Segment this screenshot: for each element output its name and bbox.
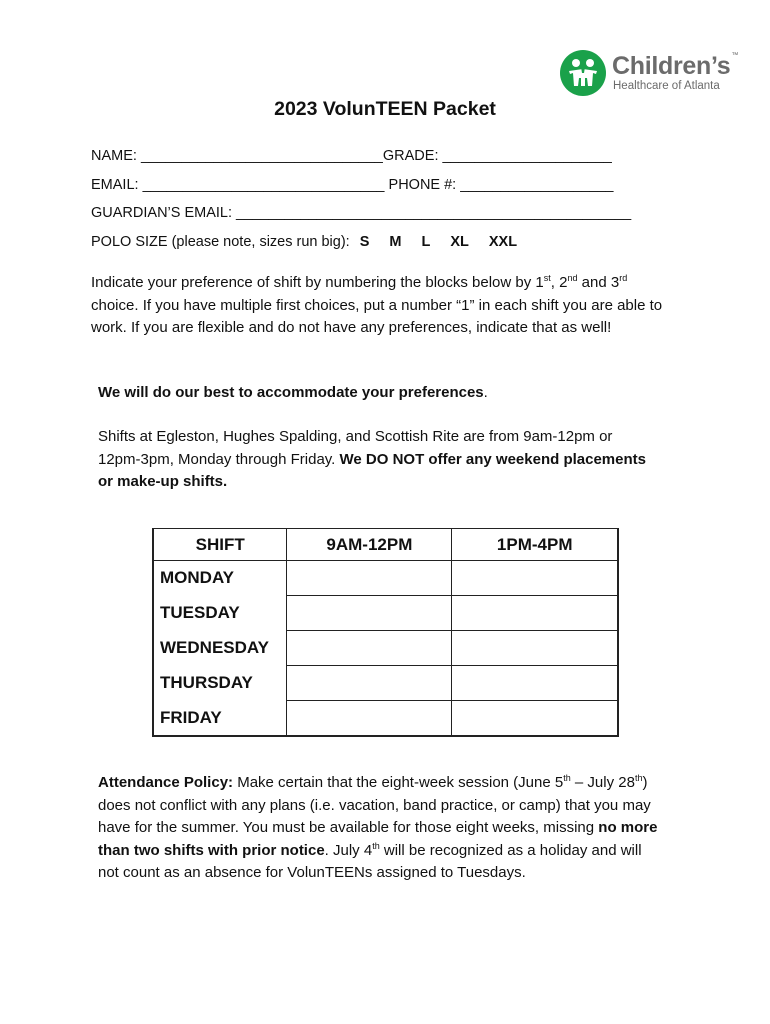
- table-header-row: [153, 529, 618, 561]
- cell-tuesday-pm[interactable]: [452, 596, 618, 631]
- table-row: [153, 561, 618, 596]
- polo-size-field[interactable]: [91, 234, 531, 250]
- cell-friday-am[interactable]: [287, 701, 452, 737]
- table-row: [153, 666, 618, 701]
- header-shift: SHIFT: [153, 529, 287, 561]
- table-row: [153, 631, 618, 666]
- day-monday: MONDAY: [153, 561, 287, 596]
- size-option-s[interactable]: S: [359, 234, 370, 250]
- cell-monday-pm[interactable]: [452, 561, 618, 596]
- cell-monday-am[interactable]: [287, 561, 452, 596]
- day-tuesday: TUESDAY: [153, 596, 287, 631]
- shift-preference-table: [152, 528, 619, 737]
- shifts-info: Shifts at Egleston, Hughes Spalding, and Scottish Rite are from 9am-12pm or 12pm-3pm, Monday through Friday. We DO NOT offer any weekend placements or make-up shifts.: [98, 428, 646, 490]
- attendance-policy: Attendance Policy: Make certain that the eight-week session (June 5th – July 28th) does not conflict with any plans (i.e. vacation, band practice, or camp) that you may have for the summer. You must be available for those eight weeks, missing no more than two shifts with prior notice. July 4th will be recognized as a holiday and will not count as an absence for VolunTEENs assigned to Tuesdays.: [98, 773, 658, 881]
- email-phone-field[interactable]: EMAIL: ______________________________ PHONE #: ___________________: [91, 177, 614, 193]
- logo-subtitle: Healthcare of Atlanta: [613, 80, 720, 92]
- preference-instructions: Indicate your preference of shift by numbering the blocks below by 1st, 2nd and 3rd choice. If you have multiple first choices, put a number “1” in each shift you are able to work. If you are flexible and do not have any preferences, indicate that as well!: [91, 273, 663, 336]
- name-grade-field[interactable]: NAME: ______________________________GRADE: _____________________: [91, 148, 612, 164]
- childrens-healthcare-logo: [560, 50, 750, 100]
- children-figures-icon: [560, 50, 606, 96]
- day-thursday: THURSDAY: [153, 666, 287, 701]
- cell-wednesday-am[interactable]: [287, 631, 452, 666]
- table-row: [153, 596, 618, 631]
- guardian-email-field[interactable]: GUARDIAN’S EMAIL: _________________________________________________: [91, 205, 632, 221]
- size-option-l[interactable]: L: [421, 234, 431, 250]
- polo-size-label: POLO SIZE (please note, sizes run big):: [91, 234, 350, 250]
- logo-name: Children’s™: [612, 52, 739, 80]
- cell-tuesday-am[interactable]: [287, 596, 452, 631]
- page-title: 2023 VolunTEEN Packet: [274, 98, 496, 120]
- cell-thursday-am[interactable]: [287, 666, 452, 701]
- header-9am-12pm: 9AM-12PM: [287, 529, 452, 561]
- size-option-xl[interactable]: XL: [450, 234, 469, 250]
- day-wednesday: WEDNESDAY: [153, 631, 287, 666]
- header-1pm-4pm: 1PM-4PM: [452, 529, 618, 561]
- cell-wednesday-pm[interactable]: [452, 631, 618, 666]
- day-friday: FRIDAY: [153, 701, 287, 737]
- accommodate-note: We will do our best to accommodate your preferences.: [98, 384, 488, 401]
- table-row: [153, 701, 618, 737]
- size-option-xxl[interactable]: XXL: [488, 234, 518, 250]
- cell-thursday-pm[interactable]: [452, 666, 618, 701]
- size-option-m[interactable]: M: [389, 234, 402, 250]
- cell-friday-pm[interactable]: [452, 701, 618, 737]
